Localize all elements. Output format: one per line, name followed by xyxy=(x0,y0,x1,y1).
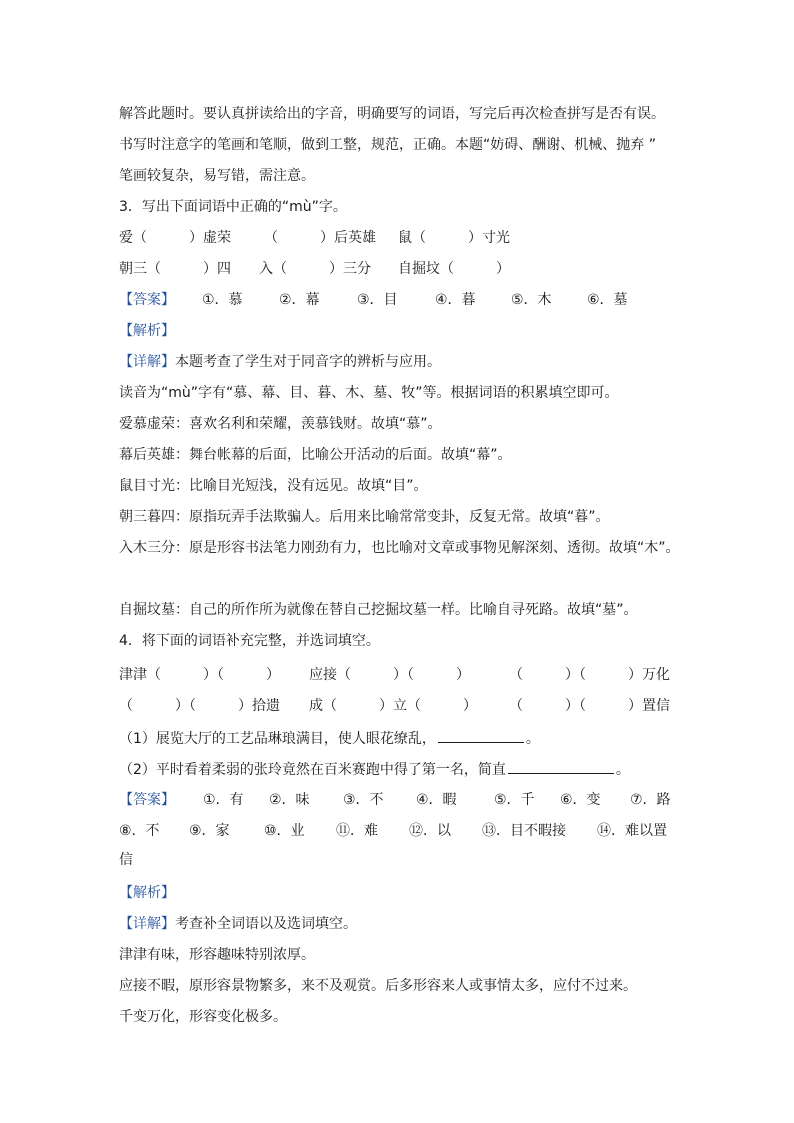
q4-blank-6: （ ）（ ）置信 xyxy=(509,698,670,714)
answer-4: ④．暮 xyxy=(435,292,476,308)
answer-tag: 【答案】 xyxy=(119,792,175,808)
detail-tag: 【详解】 xyxy=(119,916,175,932)
q3-blank-2: （ ）后英雄 xyxy=(264,230,376,246)
answer-13: ⑬．目不暇接 xyxy=(482,823,566,839)
answer-7: ⑦．路 xyxy=(630,792,671,808)
intro-line-3: 笔画较复杂，易写错，需注意。 xyxy=(119,168,315,184)
answer-10: ⑩．业 xyxy=(264,823,305,839)
answer-1: ①．慕 xyxy=(202,292,243,308)
q3-title: 3．写出下面词语中正确的“mù”字。 xyxy=(119,199,347,215)
q3-explain-2: 爱慕虚荣：喜欢名利和荣耀，羡慕钱财。故填“慕”。 xyxy=(119,416,442,432)
answer-14: ⑭．难以置 xyxy=(597,823,667,839)
q4-blank-1: 津津（ ）（ ） xyxy=(119,667,280,683)
answer-12: ⑫．以 xyxy=(409,823,451,839)
answer-5: ⑤．千 xyxy=(494,792,535,808)
q3-explain-4: 鼠目寸光：比喻目光短浅，没有远见。故填“目”。 xyxy=(119,478,428,494)
q3-blank-5: 入（ ）三分 xyxy=(259,261,371,277)
answer-6: ⑥．墓 xyxy=(587,292,628,308)
sentence-2-text: （2）平时看着柔弱的张玲竟然在百米赛跑中得了第一名，简直 xyxy=(119,762,506,778)
answer-4: ④．暇 xyxy=(416,792,457,808)
answer-2: ②．味 xyxy=(269,792,310,808)
q4-blank-5: 成（ ）立（ ） xyxy=(309,698,477,714)
q3-blank-4: 朝三（ ）四 xyxy=(119,261,231,277)
answer-3: ③．目 xyxy=(357,292,398,308)
detail-tag: 【详解】 xyxy=(119,354,175,370)
q3-explain-3: 幕后英雄：舞台帐幕的后面，比喻公开活动的后面。故填“幕”。 xyxy=(119,447,512,463)
q4-sentence-2 xyxy=(119,759,630,780)
fill-blank-1[interactable] xyxy=(438,728,524,743)
fill-blank-2[interactable] xyxy=(508,759,614,774)
answer-9: ⑨．家 xyxy=(189,823,230,839)
q3-explain-6: 入木三分：原是形容书法笔力刚劲有力，也比喻对文章或事物见解深刻、透彻。故填“木”。 xyxy=(119,540,680,556)
q4-sentence-1 xyxy=(119,728,540,749)
detail-text: 考查补全词语以及选词填空。 xyxy=(175,916,357,932)
answer-5: ⑤．木 xyxy=(511,292,552,308)
q3-explain-7: 自掘坟墓：自己的所作所为就像在替自己挖掘坟墓一样。比喻自寻死路。故填“墓”。 xyxy=(119,602,638,618)
answer-2: ②．幕 xyxy=(279,292,320,308)
answer-1: ①．有 xyxy=(203,792,244,808)
detail-line xyxy=(119,914,357,934)
q4-answer-tail: 信 xyxy=(119,852,133,868)
q4-blank-4: （ ）（ ）拾遗 xyxy=(119,698,280,714)
answer-3: ③．不 xyxy=(343,792,384,808)
q3-explain-5: 朝三暮四：原指玩弄手法欺骗人。后用来比喻常常变卦，反复无常。故填“暮”。 xyxy=(119,509,610,525)
intro-line-1: 解答此题时。要认真拼读给出的字音，明确要写的词语，写完后再次检查拼写是否有误。 xyxy=(119,106,665,122)
q3-explain-1: 读音为“mù”字有“慕、幕、目、暮、木、墓、牧”等。根据词语的积累填空即可。 xyxy=(119,385,619,401)
q4-explain-2: 应接不暇，原形容景物繁多，来不及观赏。后多形容来人或事情太多，应付不过来。 xyxy=(119,978,637,994)
intro-line-2: 书写时注意字的笔画和笔顺，做到工整，规范，正确。本题“妨碍、酬谢、机械、抛弃 ” xyxy=(119,137,656,153)
q4-blank-2: 应接（ ）（ ） xyxy=(309,667,470,683)
q4-blank-3: （ ）（ ）万化 xyxy=(509,667,670,683)
q3-blank-3: 鼠（ ）寸光 xyxy=(398,230,510,246)
q4-explain-1: 津津有味，形容趣味特别浓厚。 xyxy=(119,947,315,963)
analysis-tag: 【解析】 xyxy=(119,323,175,339)
detail-line xyxy=(119,352,441,372)
q4-title: 4．将下面的词语补充完整，并选词填空。 xyxy=(119,633,380,649)
q3-blank-6: 自掘坟（ ） xyxy=(398,261,510,277)
answer-6: ⑥．变 xyxy=(560,792,601,808)
sentence-1-end: 。 xyxy=(525,731,540,747)
detail-text: 本题考查了学生对于同音字的辨析与应用。 xyxy=(175,354,441,370)
answer-11: ⑪．难 xyxy=(336,823,378,839)
sentence-2-end: 。 xyxy=(615,762,630,778)
q4-explain-3: 千变万化，形容变化极多。 xyxy=(119,1009,287,1025)
sentence-1-text: （1）展览大厅的工艺品琳琅满目，使人眼花缭乱， xyxy=(119,731,436,747)
q3-blank-1: 爱（ ）虚荣 xyxy=(119,230,231,246)
analysis-tag: 【解析】 xyxy=(119,885,175,901)
answer-8: ⑧．不 xyxy=(119,823,160,839)
answer-tag: 【答案】 xyxy=(119,292,175,308)
